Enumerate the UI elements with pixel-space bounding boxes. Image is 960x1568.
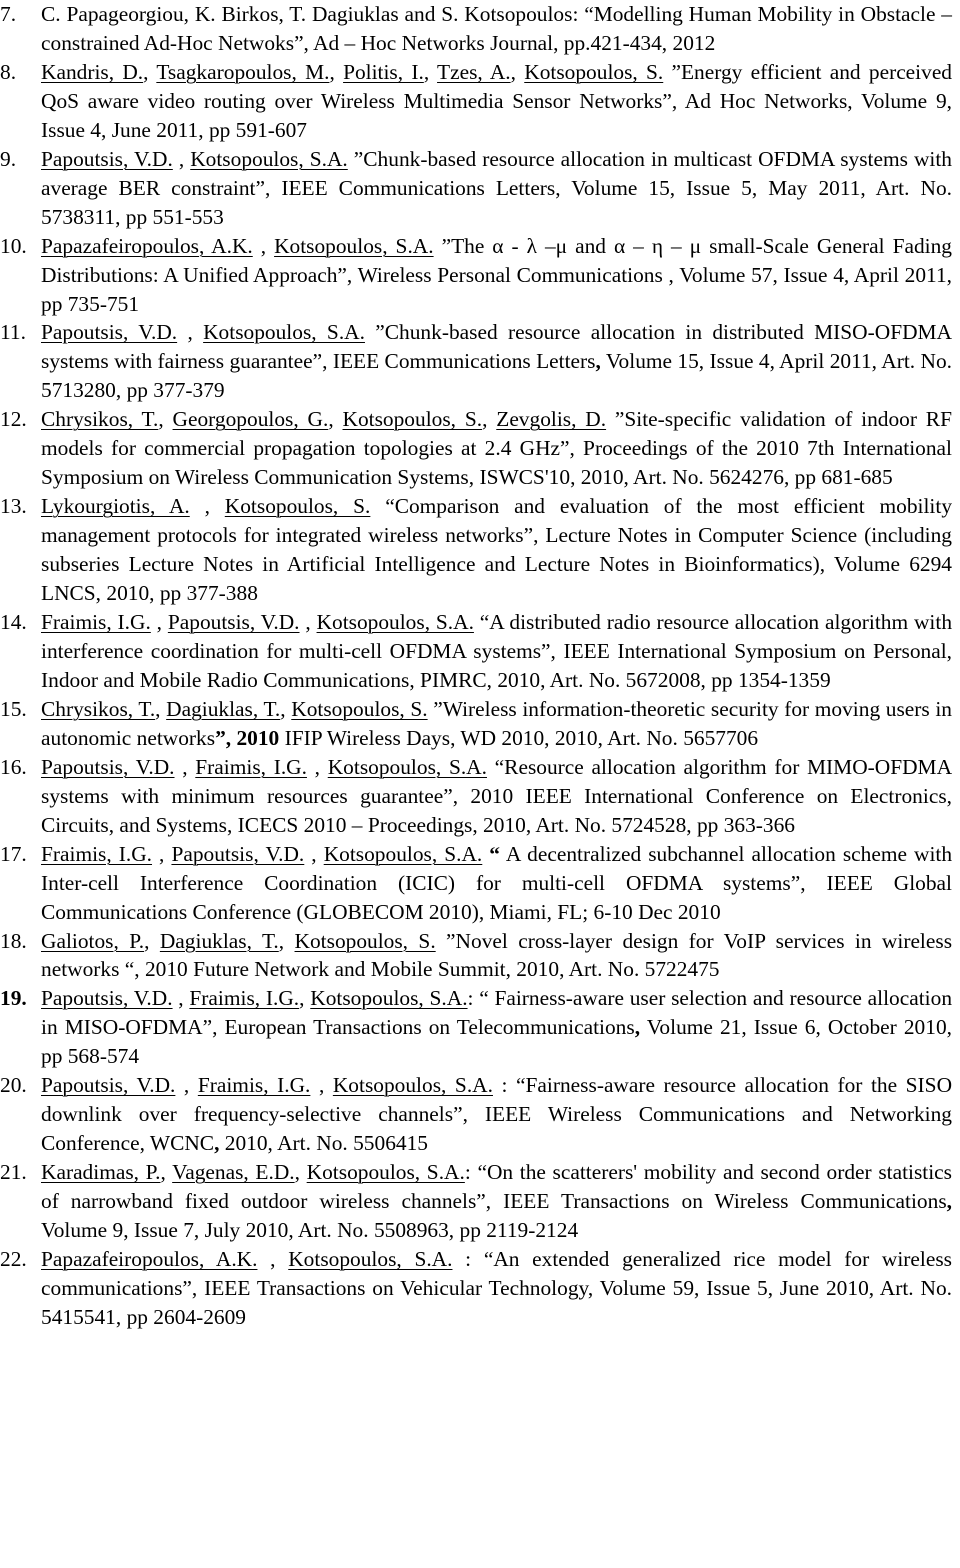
citation-text: ,	[214, 1131, 220, 1156]
author-name: Chrysikos, T.	[41, 696, 156, 721]
citation-text: ,	[175, 1073, 198, 1098]
author-name: Kotsopoulos, S.A.	[190, 146, 348, 171]
reference-item	[0, 984, 960, 1071]
reference-number: 19.	[0, 986, 27, 1011]
citation-text: ,	[306, 754, 328, 779]
author-name: Kotsopoulos, S.	[342, 407, 483, 432]
reference-item	[0, 232, 960, 319]
citation-text: ”The α - λ –μ and α – η – μ small-Scale General Fading Distributions: A Unified Approach”, Wireless Personal Communications , Volume 57, Issue 4, April 2011, pp 735-751	[41, 233, 952, 316]
citation-text: ,	[280, 696, 292, 721]
author-name: Papoutsis, V.D.	[171, 841, 305, 866]
citation-text: ,	[150, 610, 168, 635]
citation-text: ,	[946, 1189, 952, 1214]
citation-text: ,	[172, 146, 191, 171]
author-name: Papoutsis, V.D.	[167, 610, 300, 635]
author-name: Kotsopoulos, S.A.	[316, 610, 474, 635]
reference-item	[0, 492, 960, 608]
reference-number: 16.	[0, 754, 27, 779]
reference-item	[0, 145, 960, 232]
reference-text	[41, 1071, 952, 1158]
reference-text	[41, 1245, 952, 1332]
author-name: Papazafeiropoulos, A.K.	[41, 233, 253, 258]
author-name: Kotsopoulos, S.A.	[288, 1246, 453, 1271]
citation-text: : “ Fairness-aware user selection and resource allocation in MISO-OFDMA”, European Transactions on Telecommunications	[41, 986, 953, 1040]
author-name: Georgopoulos, G.	[172, 407, 329, 432]
citation-text: ,	[329, 59, 344, 84]
author-name: Fraimis, I.G.	[195, 754, 307, 779]
citation-text: ,	[177, 320, 204, 345]
author-name: Fraimis, I.G.	[197, 1073, 311, 1098]
author-name: Dagiuklas, T.	[166, 696, 281, 721]
author-name: Lykourgiotis, A.	[41, 494, 190, 519]
reference-item	[0, 1071, 960, 1158]
citation-text: ,	[482, 407, 497, 432]
reference-item	[0, 753, 960, 840]
citation-text: Volume 15, Issue 4, April 2011, Art. No. 5713280, pp 377-379	[41, 349, 952, 403]
citation-text: ,	[595, 349, 601, 374]
citation-text: ,	[328, 407, 343, 432]
author-name: Zevgolis, D.	[496, 407, 607, 432]
citation-text: ,	[423, 59, 438, 84]
citation-text: ”, 2010	[215, 725, 280, 750]
author-name: Fraimis, I.G.	[41, 610, 151, 635]
citation-text: ,	[155, 696, 167, 721]
citation-text: ,	[510, 59, 525, 84]
author-name: Politis, I.	[343, 59, 424, 84]
citation-text: “Comparison and evaluation of the most efficient mobility management protocols for integrated wireless networks”, Lecture Notes in Computer Science (including subseries Lecture Notes in Artificial Intelligence and Lecture Notes in Bioinformatics), Volume 6294 LNCS, 2010, pp 377-388	[41, 494, 953, 606]
author-name: Fraimis, I.G.	[41, 841, 153, 866]
reference-text	[41, 58, 952, 145]
citation-text: ,	[310, 1073, 333, 1098]
author-name: Tzes, A.	[437, 59, 511, 84]
citation-text: ,	[158, 407, 173, 432]
reference-number: 8.	[0, 59, 17, 84]
author-name: Dagiuklas, T.	[159, 928, 279, 953]
citation-text: “A distributed radio resource allocation algorithm with interference coordination for multi-cell OFDMA systems”, IEEE International Symposium on Personal, Indoor and Mobile Radio Communications, PIMRC, 2010, Art. No. 5672008, pp 1354-1359	[41, 610, 953, 692]
author-name: Kotsopoulos, S.A.	[274, 233, 434, 258]
citation-text: ”Energy efficient and perceived QoS aware video routing over Wireless Multimedia Sensor Networks”, Ad Hoc Networks, Volume 9, Issue 4, June 2011, pp 591-607	[41, 59, 953, 142]
author-name: Kotsopoulos, S.A.	[327, 754, 487, 779]
author-name: Kotsopoulos, S.	[224, 494, 371, 519]
citation-text: A decentralized subchannel allocation scheme with Inter-cell Interference Coordination (ICIC) for multi-cell OFDMA systems”, IEEE Global Communications Conference (GLOBECOM 2010), Miami, FL; 6-10 Dec 2010	[41, 841, 953, 924]
citation-text: C. Papageorgiou, K. Birkos, T. Dagiuklas and S. Kotsopoulos: “Modelling Human Mobility in Obstacle – constrained Ad-Hoc Netwoks”, Ad – Hoc Networks Journal, pp.421-434, 2012	[41, 2, 952, 55]
reference-text	[41, 608, 952, 695]
author-name: Kotsopoulos, S.	[294, 928, 436, 953]
citation-text: ,	[189, 494, 225, 519]
reference-item	[0, 840, 960, 927]
reference-number: 13.	[0, 494, 27, 519]
author-name: Chrysikos, T.	[41, 407, 159, 432]
reference-text	[41, 405, 952, 492]
reference-item	[0, 0, 960, 58]
citation-text: Volume 21, Issue 6, October 2010, pp 568-574	[41, 1015, 952, 1069]
author-name: Kotsopoulos, S.A.	[203, 320, 365, 345]
author-name: Kotsopoulos, S.	[524, 59, 664, 84]
reference-number: 12.	[0, 407, 27, 432]
reference-text	[41, 318, 952, 405]
reference-number: 7.	[0, 2, 17, 26]
reference-item	[0, 927, 960, 985]
author-name: Papazafeiropoulos, A.K.	[41, 1246, 258, 1271]
reference-number: 20.	[0, 1073, 27, 1098]
citation-text: : “Fairness-aware resource allocation for the SISO downlink over frequency-selective channels”, IEEE Wireless Communications and Networking Conference, WCNC	[41, 1073, 953, 1156]
citation-text: ,	[304, 841, 324, 866]
reference-item	[0, 58, 960, 145]
author-name: Tsagkaropoulos, M.	[156, 59, 330, 84]
citation-text: ”Site-specific validation of indoor RF models for commercial propagation topologies at 2.4 GHz”, Proceedings of the 2010 7th International Symposium on Wireless Communication Systems, ISWCS'10, 2010, Art. No. 5624276, pp 681-685	[41, 407, 952, 490]
reference-item	[0, 1158, 960, 1245]
citation-text: ”Novel cross-layer design for VoIP services in wireless networks “, 2010 Future Network and Mobile Summit, 2010, Art. No. 5722475	[41, 928, 953, 982]
reference-text	[41, 145, 952, 232]
reference-text	[41, 753, 952, 840]
citation-text: ”Chunk-based resource allocation in multicast OFDMA systems with average BER constraint”, IEEE Communications Letters, Volume 15, Issue 5, May 2011, Art. No. 5738311, pp 551-553	[41, 146, 952, 229]
reference-item	[0, 405, 960, 492]
author-name: Papoutsis, V.D.	[41, 754, 175, 779]
author-name: Kotsopoulos, S.A.	[323, 841, 483, 866]
citation-text: ,	[174, 754, 196, 779]
reference-number: 10.	[0, 233, 27, 258]
reference-text	[41, 232, 952, 319]
reference-text	[41, 695, 952, 753]
author-name: Kandris, D.	[41, 59, 144, 84]
citation-text: ,	[299, 986, 311, 1011]
reference-item	[0, 1245, 960, 1332]
author-name: Papoutsis, V.D.	[41, 146, 173, 171]
reference-item	[0, 318, 960, 405]
citation-text: ,	[299, 610, 317, 635]
reference-text	[41, 984, 952, 1071]
citation-text: ,	[257, 1246, 289, 1271]
author-name: Papoutsis, V.D.	[41, 320, 178, 345]
reference-number: 18.	[0, 928, 27, 953]
author-name: Kotsopoulos, S.A.	[310, 986, 468, 1011]
author-name: Karadimas, P.	[41, 1160, 161, 1185]
reference-item	[0, 608, 960, 695]
citation-text: Volume 9, Issue 7, July 2010, Art. No. 5508963, pp 2119-2124	[41, 1218, 579, 1243]
reference-number: 14.	[0, 610, 27, 635]
citation-text: ,	[152, 841, 172, 866]
reference-text	[41, 840, 952, 927]
reference-number: 15.	[0, 696, 27, 721]
citation-text: ,	[160, 1160, 173, 1185]
citation-text: “Resource allocation algorithm for MIMO-OFDMA systems with minimum resources guarantee”, 2010 IEEE International Conference on Electronics, Circuits, and Systems, ICECS 2010 – Proceedings, 2010, Art. No. 5724528, pp 363-366	[41, 754, 953, 837]
author-name: Kotsopoulos, S.	[291, 696, 428, 721]
author-name: Papoutsis, V.D.	[41, 1073, 176, 1098]
author-name: Papoutsis, V.D.	[41, 986, 173, 1011]
reference-text	[41, 927, 952, 985]
reference-number: 22.	[0, 1246, 27, 1271]
citation-text: ,	[144, 928, 160, 953]
author-name: Kotsopoulos, S.A.	[306, 1160, 465, 1185]
reference-number: 11.	[0, 320, 26, 345]
citation-text: IFIP Wireless Days, WD 2010, 2010, Art. No. 5657706	[279, 725, 759, 750]
author-name: Galiotos, P.	[41, 928, 145, 953]
reference-text	[41, 492, 952, 608]
citation-text: : “An extended generalized rice model for wireless communications”, IEEE Transactions on Vehicular Technology, Volume 59, Issue 5, June 2010, Art. No. 5415541, pp 2604-2609	[41, 1246, 953, 1329]
author-name: Kotsopoulos, S.A.	[332, 1073, 493, 1098]
reference-item	[0, 695, 960, 753]
reference-text	[41, 0, 952, 58]
reference-number: 21.	[0, 1160, 27, 1185]
citation-text: ”Wireless information-theoretic security for moving users in autonomic networks	[41, 696, 952, 750]
citation-text: ,	[634, 1015, 641, 1040]
citation-text: ,	[172, 986, 190, 1011]
author-name: Vagenas, E.D.	[172, 1160, 295, 1185]
citation-text: ,	[294, 1160, 307, 1185]
reference-number: 17.	[0, 841, 27, 866]
citation-text: ”Chunk-based resource allocation in distributed MISO-OFDMA systems with fairness guarantee”, IEEE Communications Letters	[41, 320, 953, 374]
author-name: Fraimis, I.G.	[189, 986, 300, 1011]
reference-number: 9.	[0, 146, 17, 171]
citation-text: 2010, Art. No. 5506415	[219, 1131, 428, 1156]
citation-text: ,	[252, 233, 275, 258]
citation-text: ,	[143, 59, 157, 84]
reference-text	[41, 1158, 952, 1245]
citation-text: : “On the scatterers' mobility and second order statistics of narrowband fixed outdoor wireless channels”, IEEE Transactions on Wireless Communications	[41, 1160, 952, 1214]
citation-text: ,	[278, 928, 295, 953]
citation-text: “	[482, 841, 501, 866]
